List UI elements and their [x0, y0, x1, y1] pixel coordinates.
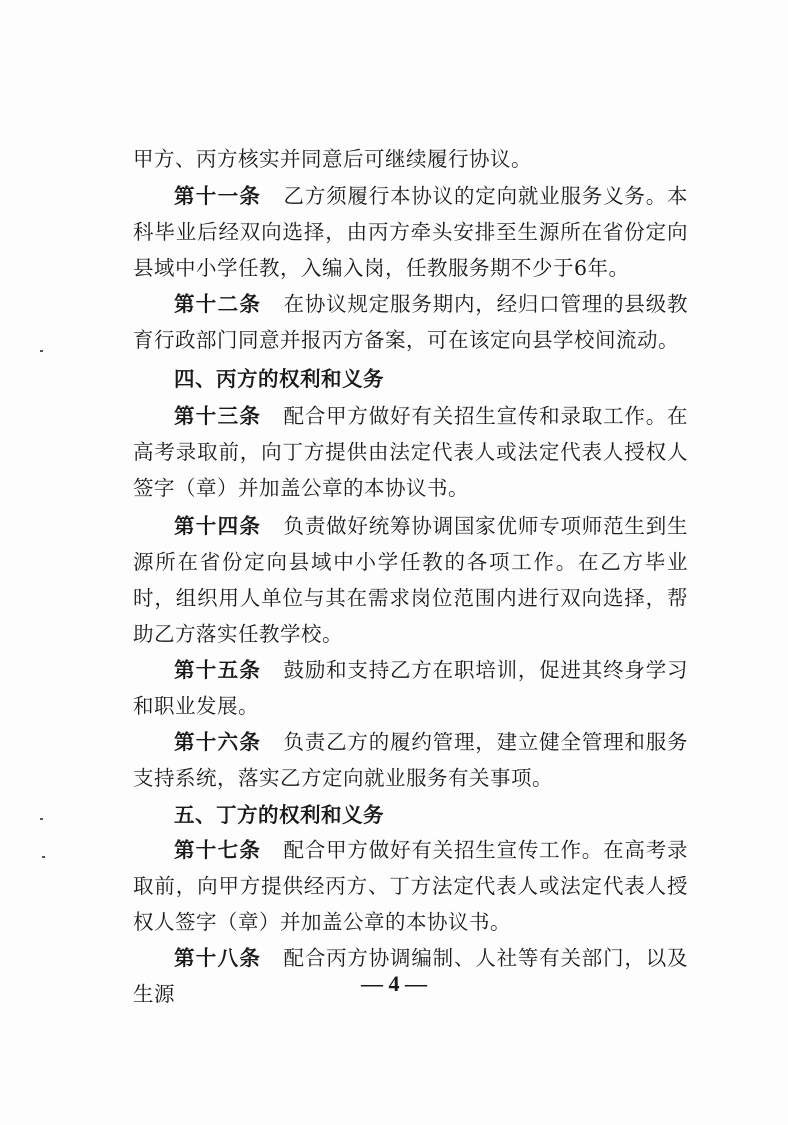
section-heading: 五、丁方的权利和义务	[174, 803, 384, 827]
article-text: 乙方须履行本协议的定向就业服务义务。本科毕业后经双向选择，由丙方牵头安排至生源所在省份定向县域中小学任教，入编入岗，任教服务期不少于6年。	[133, 184, 689, 280]
article-text: 在协议规定服务期内，经归口管理的县级教育行政部门同意并报丙方备案，可在该定向县学校间流动。	[133, 292, 689, 352]
binding-mark	[40, 350, 43, 352]
article-12	[133, 286, 688, 358]
article-number: 第十六条	[174, 730, 262, 754]
article-17	[133, 832, 688, 940]
article-text: 鼓励和支持乙方在职培训，促进其终身学习和职业发展。	[133, 658, 689, 718]
article-16	[133, 724, 688, 796]
paragraph-text: 甲方、丙方核实并同意后可继续履行协议。	[133, 147, 532, 171]
section-heading: 四、丙方的权利和义务	[174, 367, 384, 391]
article-text: 负责乙方的履约管理，建立健全管理和服务支持系统，落实乙方定向就业服务有关事项。	[133, 730, 689, 790]
article-text: 配合甲方做好有关招生宣传工作。在高考录取前，向甲方提供经丙方、丁方法定代表人或法定代表人授权人签字（章）并加盖公章的本协议书。	[133, 838, 689, 934]
article-number: 第十一条	[174, 184, 262, 208]
article-13	[133, 398, 688, 506]
article-number: 第十五条	[174, 658, 262, 682]
binding-mark	[42, 856, 45, 858]
article-11	[133, 178, 688, 286]
binding-mark	[40, 818, 43, 820]
article-number: 第十二条	[174, 292, 262, 316]
article-text: 配合丙方协调编制、人社等有关部门，以及生源	[133, 946, 689, 1006]
article-text: 负责做好统筹协调国家优师专项师范生到生源所在省份定向县域中小学任教的各项工作。在乙方毕业时，组织用人单位与其在需求岗位范围内进行双向选择，帮助乙方落实任教学校。	[133, 514, 689, 646]
article-14	[133, 508, 688, 652]
article-number: 第十八条	[174, 946, 262, 970]
article-number: 第十三条	[174, 404, 262, 428]
page-number: — 4 —	[361, 971, 427, 996]
article-15	[133, 652, 688, 724]
paragraph-continuation	[133, 141, 688, 177]
article-text: 配合甲方做好有关招生宣传和录取工作。在高考录取前，向丁方提供由法定代表人或法定代表人授权人签字（章）并加盖公章的本协议书。	[133, 404, 689, 500]
article-number: 第十七条	[174, 838, 262, 862]
article-number: 第十四条	[174, 514, 262, 538]
